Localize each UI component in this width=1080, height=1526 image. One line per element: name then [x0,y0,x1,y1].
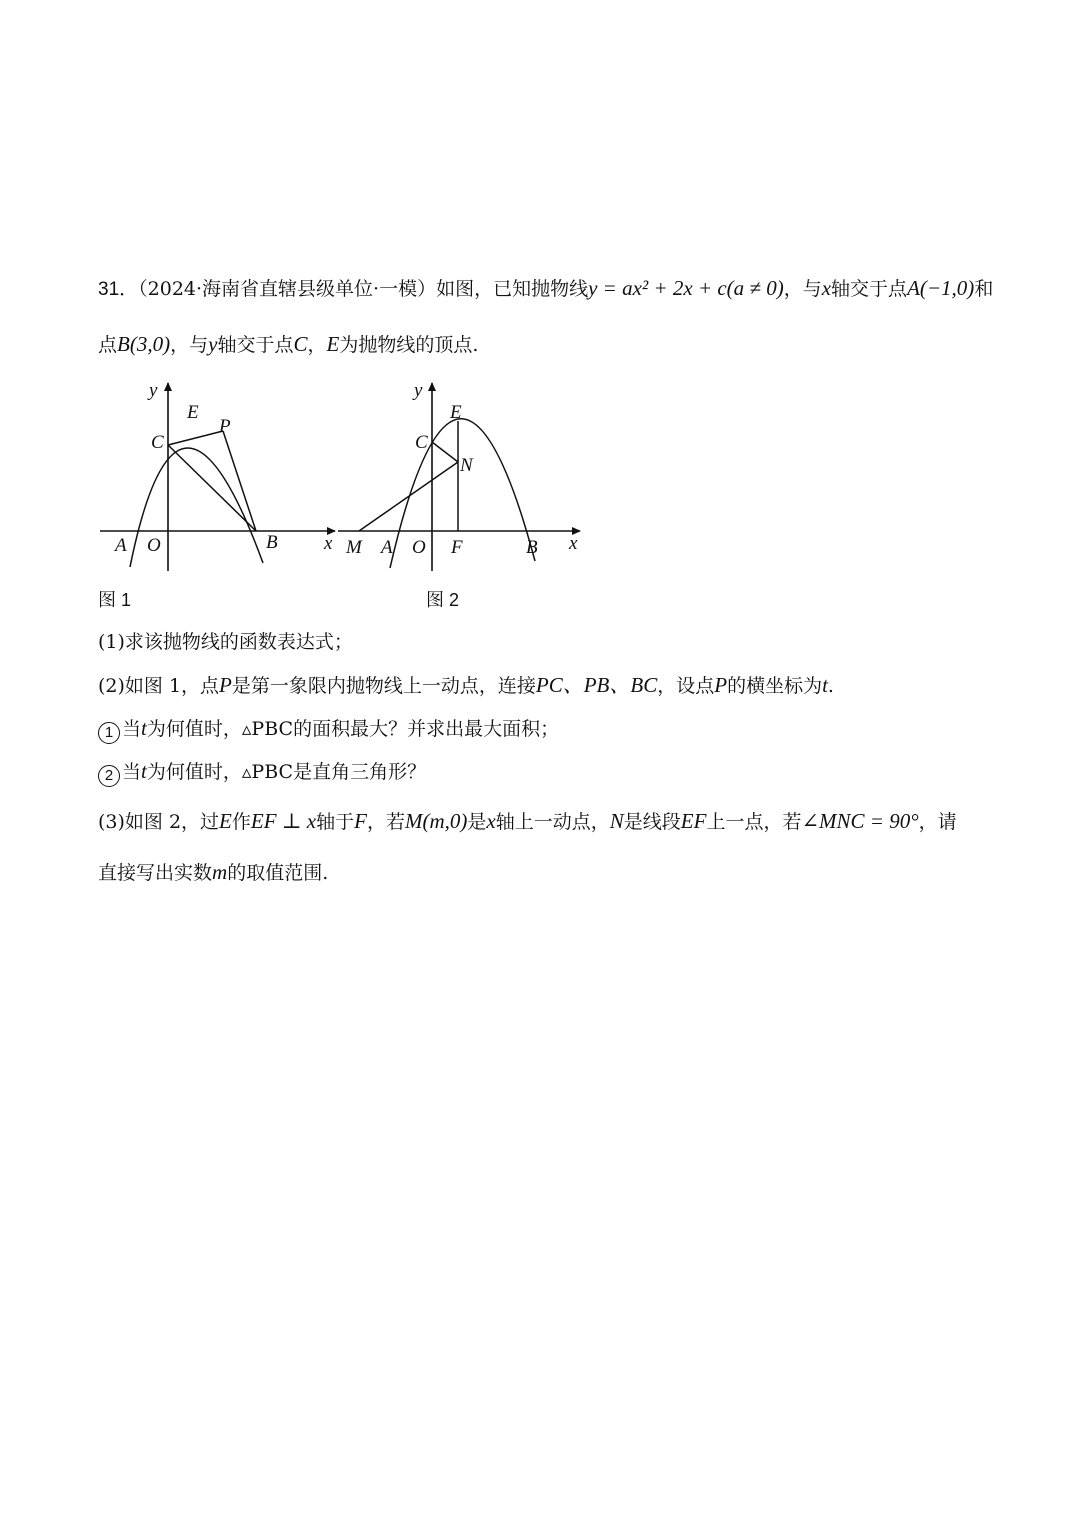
point-n: N [609,809,624,833]
label-m: M [346,537,362,558]
part-3-text: (3)如图 2，过 [98,811,220,833]
var-x: x [821,276,832,300]
question-text: 轴交于点 [217,334,294,356]
sub-question-1 [98,716,559,744]
point-e: E [219,809,232,833]
sub-2-text: 是直角三角形？ [293,761,427,783]
var-t: t [141,716,147,740]
part-3-text: 是线段 [623,811,681,833]
label-n: N [460,455,473,476]
figure-1-caption: 图 1 [98,590,132,610]
label-p: P [219,416,231,437]
part-2-text: ，设点 [657,675,715,697]
part-3-text: 作 [231,811,251,833]
part-3-text: ，若 [366,811,405,833]
label-y: y [149,380,158,401]
part-1-text: (1)求该抛物线的函数表达式； [98,631,353,653]
point-a: A(−1,0) [907,276,975,300]
point-b: B(3,0) [117,332,171,356]
part-3-line-1 [98,809,957,834]
question-text: 点 [98,334,118,356]
circled-number-1: 1 [98,722,120,744]
part-2-text: (2)如图 1，点 [98,675,220,697]
part-3-text: 的取值范围. [227,862,329,884]
sub-1-text: 为何值时， [146,718,242,740]
question-line-1 [98,276,993,302]
question-text: 和 [974,278,994,300]
segment-pc [168,431,223,445]
label-e: E [187,402,199,423]
segment-mn [359,462,458,531]
label-o: O [147,535,161,556]
part-3-text: 轴上一动点， [495,811,610,833]
parabola-equation: y = ax² + 2x + c(a ≠ 0) [588,276,784,300]
question-text: ，与 [783,278,822,300]
question-text: 如图，已知抛物线 [436,278,589,300]
segment-cn [432,442,458,462]
label-y: y [414,380,423,401]
part-2-text: 的横坐标为 [727,675,823,697]
label-x: x [324,533,333,554]
var-m: m [212,860,228,884]
point-p: P [714,673,728,697]
label-b: B [526,537,538,558]
angle-mnc: ∠MNC = 90° [801,809,919,833]
label-a: A [115,535,127,556]
segment-ef: EF [680,809,707,833]
segment-bc [168,445,256,531]
question-text: 为抛物线的顶点. [339,334,479,356]
question-source: （2024·海南省直辖县级单位·一模） [138,278,437,300]
point-c: C [293,332,308,356]
label-c: C [415,432,428,453]
ef-perp-x: EF ⊥ x [250,809,317,833]
part-3-text: ，请 [918,811,957,833]
segment-pb [223,431,256,531]
label-a: A [381,537,393,558]
figure-1-diagram [90,375,350,580]
label-c: C [151,432,164,453]
circled-number-2: 2 [98,765,120,787]
sub-question-2 [98,759,426,787]
figure-2-caption: 图 2 [426,590,460,610]
label-b: B [266,532,278,553]
label-o: O [412,537,426,558]
part-3-text: 上一点，若 [706,811,802,833]
part-2 [98,673,834,698]
var-t: t [141,759,147,783]
question-text: ， [307,334,327,356]
var-t: t [822,673,828,697]
label-e: E [450,402,462,423]
var-x: x [486,809,496,833]
sub-2-text: 当 [122,761,142,783]
sub-1-text: 的面积最大？并求出最大面积； [293,718,560,740]
sub-2-text: 为何值时， [146,761,242,783]
point-e: E [326,332,340,356]
point-p: P [219,673,232,697]
question-text: 轴交于点 [831,278,908,300]
part-3-line-2 [98,860,328,885]
figure-2-diagram [338,375,593,580]
question-number: 31． [98,279,139,300]
sub-1-text: 当 [122,718,142,740]
label-x: x [569,533,578,554]
part-2-text: 是第一象限内抛物线上一动点，连接 [231,675,536,697]
part-1 [98,630,353,654]
part-3-text: 直接写出实数 [98,862,213,884]
var-y: y [208,332,218,356]
part-3-text: 轴于 [316,811,355,833]
segments-pc-pb-bc: PC、PB、BC [535,673,658,697]
part-2-text: . [827,675,834,697]
label-f: F [451,537,463,558]
point-f: F [354,809,367,833]
triangle-pbc: ▵PBC [241,718,294,740]
question-text: ，与 [170,334,209,356]
triangle-pbc: ▵PBC [241,761,294,783]
point-m: M(m,0) [404,809,468,833]
part-3-text: 是 [467,811,487,833]
question-line-2 [98,332,478,357]
